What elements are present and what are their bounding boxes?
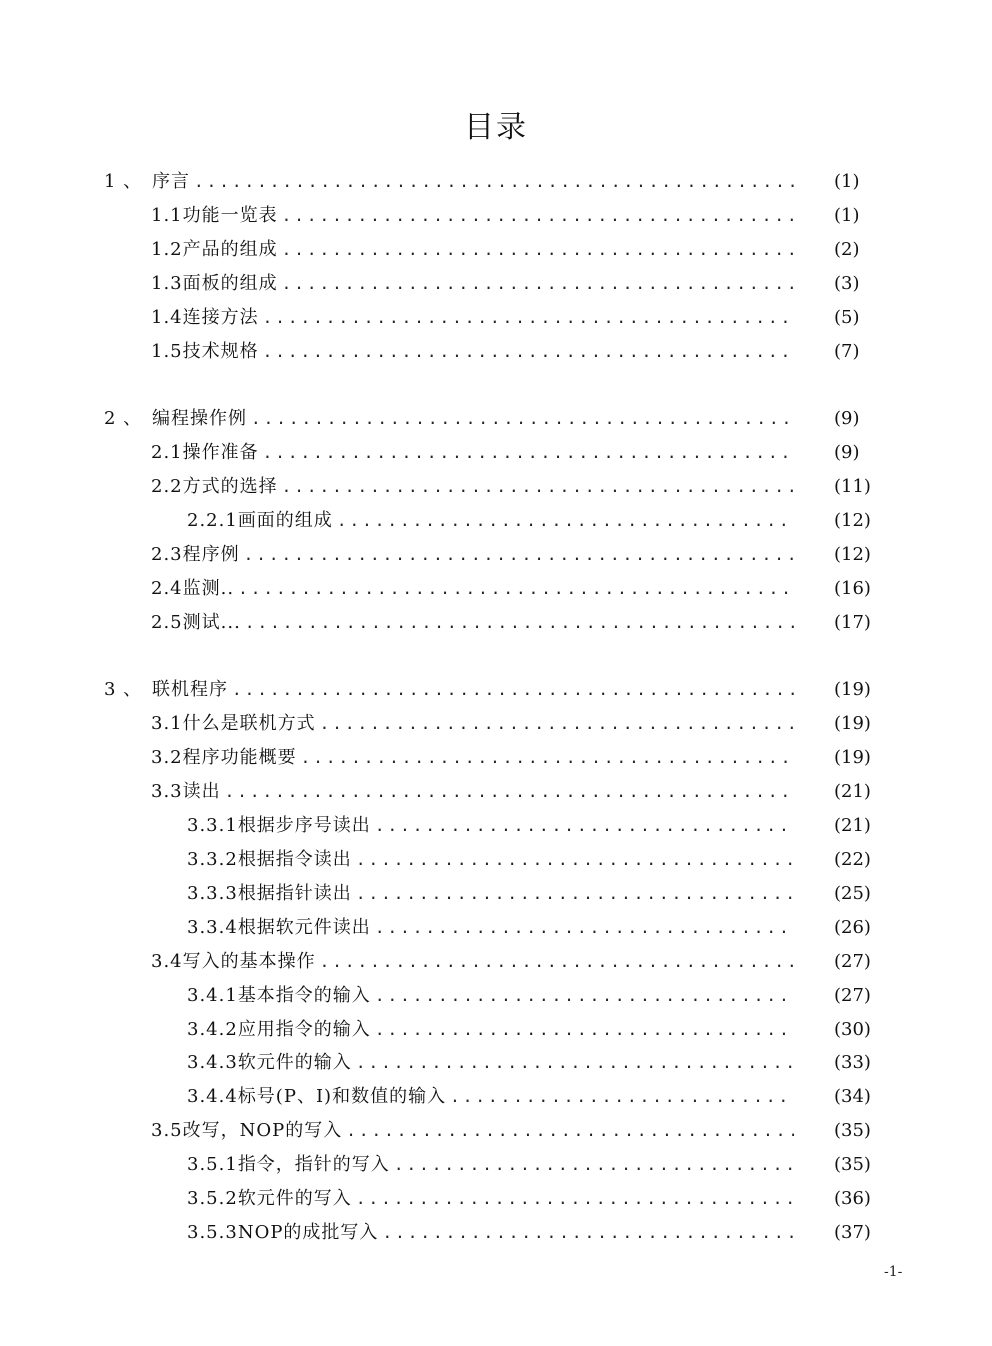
dot-leader bbox=[356, 1050, 794, 1076]
toc-entry-number: 3.4.3 bbox=[187, 1052, 238, 1073]
toc-entry-title: 读出 bbox=[182, 781, 221, 802]
dot-leader bbox=[263, 440, 794, 466]
toc-entry-page: (17) bbox=[834, 612, 871, 633]
toc-chapter-entry[interactable] bbox=[104, 677, 800, 703]
toc-entry-page: (35) bbox=[834, 1154, 871, 1175]
toc-entry-number: 1.1 bbox=[151, 205, 183, 226]
toc-entry-page: (27) bbox=[834, 951, 871, 972]
toc-entry-title: 连接方法 bbox=[182, 307, 259, 328]
toc-entry-number: 3.4 bbox=[151, 951, 183, 972]
dot-leader bbox=[337, 508, 794, 534]
dot-leader bbox=[382, 1220, 794, 1246]
dot-leader bbox=[301, 745, 794, 771]
dot-leader bbox=[375, 983, 794, 1009]
toc-entry-number: 3.5.3 bbox=[187, 1222, 238, 1243]
toc-entry-number: 3.3.2 bbox=[187, 849, 238, 870]
dot-leader bbox=[232, 677, 794, 703]
toc-entry-number: 3.5.2 bbox=[187, 1188, 238, 1209]
toc-entry[interactable] bbox=[151, 711, 800, 737]
toc-entry-title: 面板的组成 bbox=[182, 273, 278, 294]
toc-entry-title: 什么是联机方式 bbox=[182, 713, 316, 734]
toc-entry-page: (27) bbox=[834, 985, 871, 1006]
toc-entry-number: 2.2.1 bbox=[187, 510, 238, 531]
toc-entry-title: 产品的组成 bbox=[182, 239, 278, 260]
toc-entry-title: 画面的组成 bbox=[237, 510, 333, 531]
toc-entry-title: 联机程序 bbox=[152, 679, 228, 700]
toc-entry[interactable] bbox=[151, 1118, 800, 1144]
toc-entry[interactable] bbox=[187, 508, 800, 534]
toc-entry-title: 程序例 bbox=[182, 544, 240, 565]
toc-entry-title: 根据步序号读出 bbox=[237, 815, 371, 836]
dot-leader bbox=[282, 237, 794, 263]
toc-entry-title: 功能一览表 bbox=[182, 205, 278, 226]
toc-entry-page: (2) bbox=[834, 239, 860, 260]
toc-entry[interactable] bbox=[187, 983, 800, 1009]
toc-entry[interactable] bbox=[187, 881, 800, 907]
toc-entry[interactable] bbox=[151, 339, 800, 365]
toc-entry[interactable] bbox=[151, 745, 800, 771]
toc-entry-title: 操作准备 bbox=[182, 442, 259, 463]
dot-leader bbox=[356, 847, 794, 873]
toc-entry-title: 技术规格 bbox=[182, 341, 259, 362]
dot-leader bbox=[356, 881, 794, 907]
dot-leader bbox=[282, 474, 794, 500]
toc-entry-page: (34) bbox=[834, 1086, 871, 1107]
dot-leader bbox=[245, 610, 794, 636]
dot-leader bbox=[194, 169, 794, 195]
toc-entry[interactable] bbox=[187, 1050, 800, 1076]
toc-entry-number: 3.4.4 bbox=[187, 1086, 238, 1107]
dot-leader bbox=[320, 949, 794, 975]
toc-entry[interactable] bbox=[151, 949, 800, 975]
toc-entry-page: (19) bbox=[834, 747, 871, 768]
toc-entry-number: 2.3 bbox=[151, 544, 183, 565]
toc-entry[interactable] bbox=[151, 542, 800, 568]
toc-entry-page: (3) bbox=[834, 273, 860, 294]
toc-entry-page: (30) bbox=[834, 1019, 871, 1040]
toc-entry-number: 3.3.1 bbox=[187, 815, 238, 836]
toc-entry[interactable] bbox=[151, 440, 800, 466]
toc-entry-page: (1) bbox=[834, 205, 860, 226]
toc-entry-number: 3.4.2 bbox=[187, 1019, 238, 1040]
toc-entry-page: (12) bbox=[834, 544, 871, 565]
toc-entry-title: 软元件的输入 bbox=[237, 1052, 352, 1073]
toc-entry-title: 测试... bbox=[182, 612, 241, 633]
toc-entry-title: 根据指令读出 bbox=[237, 849, 352, 870]
toc-entry-number: 3.4.1 bbox=[187, 985, 238, 1006]
page-number: -1- bbox=[884, 1264, 903, 1280]
toc-chapter-entry[interactable] bbox=[104, 169, 800, 195]
toc-entry-page: (1) bbox=[834, 171, 860, 192]
toc-entry-page: (22) bbox=[834, 849, 871, 870]
toc-entry-number: 2.5 bbox=[151, 612, 183, 633]
toc-entry-number: 3 、 bbox=[104, 679, 143, 700]
toc-entry-title: 根据软元件读出 bbox=[237, 917, 371, 938]
toc-entry[interactable] bbox=[187, 813, 800, 839]
toc-entry-number: 1.2 bbox=[151, 239, 183, 260]
toc-entry[interactable] bbox=[187, 1084, 800, 1110]
toc-entry-page: (19) bbox=[834, 679, 871, 700]
toc-entry[interactable] bbox=[187, 1186, 800, 1212]
dot-leader bbox=[375, 915, 794, 941]
toc-entry-number: 3.5.1 bbox=[187, 1154, 238, 1175]
toc-entry-page: (19) bbox=[834, 713, 871, 734]
toc-entry-number: 3.2 bbox=[151, 747, 183, 768]
toc-entry-page: (9) bbox=[834, 442, 860, 463]
dot-leader bbox=[450, 1084, 794, 1110]
toc-entry-number: 2.1 bbox=[151, 442, 183, 463]
dot-leader bbox=[320, 711, 794, 737]
dot-leader bbox=[282, 203, 794, 229]
dot-leader bbox=[263, 305, 794, 331]
toc-entry-title: 标号(P、I)和数值的输入 bbox=[237, 1086, 447, 1107]
toc-entry[interactable] bbox=[151, 576, 800, 602]
toc-entry-number: 3.5 bbox=[151, 1120, 183, 1141]
toc-entry-page: (25) bbox=[834, 883, 871, 904]
toc-entry-number: 2.2 bbox=[151, 476, 183, 497]
dot-leader bbox=[251, 406, 794, 432]
toc-entry-page: (5) bbox=[834, 307, 860, 328]
dot-leader bbox=[263, 339, 794, 365]
dot-leader bbox=[282, 271, 794, 297]
dot-leader bbox=[346, 1118, 794, 1144]
toc-entry-number: 2 、 bbox=[104, 408, 143, 429]
dot-leader bbox=[394, 1152, 794, 1178]
toc-entry-page: (16) bbox=[834, 578, 871, 599]
toc-entry-number: 1 、 bbox=[104, 171, 143, 192]
toc-entry[interactable] bbox=[151, 779, 800, 805]
dot-leader bbox=[225, 779, 794, 805]
toc-entry-page: (9) bbox=[834, 408, 860, 429]
toc-entry-title: 软元件的写入 bbox=[237, 1188, 352, 1209]
toc-entry-number: 1.5 bbox=[151, 341, 183, 362]
toc-entry-page: (26) bbox=[834, 917, 871, 938]
toc-entry-page: (21) bbox=[834, 815, 871, 836]
toc-entry-title: 监测.. bbox=[182, 578, 235, 599]
toc-entry-title: 应用指令的输入 bbox=[237, 1019, 371, 1040]
toc-entry[interactable] bbox=[151, 237, 800, 263]
dot-leader bbox=[375, 813, 794, 839]
toc-entry-number: 1.3 bbox=[151, 273, 183, 294]
toc-entry[interactable] bbox=[187, 1220, 800, 1246]
dot-leader bbox=[244, 542, 794, 568]
toc-entry[interactable] bbox=[151, 271, 800, 297]
toc-entry-title: 编程操作例 bbox=[152, 408, 247, 429]
toc-entry-page: (11) bbox=[834, 476, 871, 497]
toc-entry[interactable] bbox=[187, 1152, 800, 1178]
dot-leader bbox=[375, 1017, 794, 1043]
toc-entry-number: 1.4 bbox=[151, 307, 183, 328]
toc-entry-number: 3.3.3 bbox=[187, 883, 238, 904]
toc-entry-number: 2.4 bbox=[151, 578, 183, 599]
toc-entry-title: 写入的基本操作 bbox=[182, 951, 316, 972]
dot-leader bbox=[356, 1186, 794, 1212]
toc-entry-title: 基本指令的输入 bbox=[237, 985, 371, 1006]
toc-entry-page: (37) bbox=[834, 1222, 871, 1243]
toc-entry-page: (7) bbox=[834, 341, 860, 362]
toc-entry[interactable] bbox=[187, 847, 800, 873]
toc-entry-title: 改写，NOP的写入 bbox=[182, 1120, 343, 1141]
toc-entry-page: (21) bbox=[834, 781, 871, 802]
toc-entry-title: 程序功能概要 bbox=[182, 747, 297, 768]
toc-entry-title: 方式的选择 bbox=[182, 476, 278, 497]
toc-entry-page: (36) bbox=[834, 1188, 871, 1209]
toc-entry-page: (33) bbox=[834, 1052, 871, 1073]
toc-entry-title: NOP的成批写入 bbox=[237, 1222, 379, 1243]
dot-leader bbox=[238, 576, 794, 602]
toc-entry[interactable] bbox=[151, 203, 800, 229]
page-title: 目录 bbox=[464, 110, 528, 145]
toc-entry[interactable] bbox=[187, 1017, 800, 1043]
toc-entry[interactable] bbox=[187, 915, 800, 941]
toc-entry-number: 3.3.4 bbox=[187, 917, 238, 938]
toc-entry-title: 指令，指针的写入 bbox=[237, 1154, 390, 1175]
toc-entry[interactable] bbox=[151, 305, 800, 331]
toc-entry-title: 序言 bbox=[152, 171, 190, 192]
toc-entry[interactable] bbox=[151, 610, 800, 636]
toc-entry-page: (12) bbox=[834, 510, 871, 531]
toc-entry[interactable] bbox=[151, 474, 800, 500]
toc-chapter-entry[interactable] bbox=[104, 406, 800, 432]
toc-entry-number: 3.1 bbox=[151, 713, 183, 734]
toc-entry-title: 根据指针读出 bbox=[237, 883, 352, 904]
toc-entry-page: (35) bbox=[834, 1120, 871, 1141]
toc-entry-number: 3.3 bbox=[151, 781, 183, 802]
